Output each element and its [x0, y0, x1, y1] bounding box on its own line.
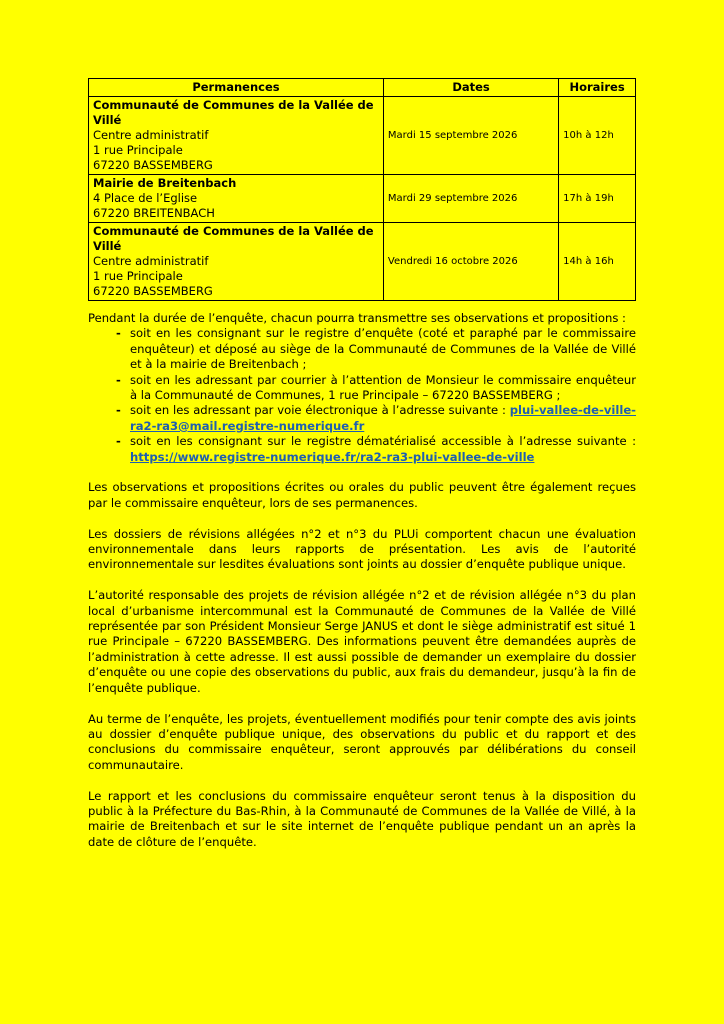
- paragraph: Au terme de l’enquête, les projets, éventuellement modifiés pour tenir compte des avis joints au dossier d’enquête publique unique, des observations du public et du rapport et des conclusions du commissaire enquêteur, seront approuvés par délibérations du conseil communautaire.: [88, 711, 636, 772]
- address-line: 4 Place de l’Eglise: [93, 191, 198, 205]
- submission-methods-list: [88, 326, 636, 465]
- paragraph: L’autorité responsable des projets de révision allégée n°2 et de révision allégée n°3 du plan local d’urbanisme intercommunal est la Communauté de Communes de la Vallée de Villé représentée par son Président Monsieur Serge JANUS et dont le siège administratif est situé 1 rue Principale – 67220 BASSEMBERG. Des informations peuvent être demandées auprès de l’administration à cette adresse. Il est aussi possible de demander un exemplaire du dossier d’enquête ou une copie des observations du public, aux frais du demandeur, jusqu’à la fin de l’enquête publique.: [88, 588, 636, 695]
- permanence-hours: 14h à 16h: [559, 223, 636, 301]
- intro-paragraph: Pendant la durée de l’enquête, chacun pourra transmettre ses observations et propositions :: [88, 311, 626, 325]
- list-item: [116, 434, 636, 465]
- registry-link[interactable]: https://www.registre-numerique.fr/ra2-ra3-plui-vallee-de-ville: [130, 449, 535, 464]
- address-line: 67220 BASSEMBERG: [93, 158, 213, 172]
- dash-bullet: -: [116, 372, 121, 387]
- list-item: [116, 403, 636, 434]
- paragraph: Les observations et propositions écrites ou orales du public peuvent être également reçues par le commissaire enquêteur, lors de ses permanences.: [88, 480, 636, 510]
- dash-bullet: -: [116, 403, 121, 418]
- address-line: 67220 BASSEMBERG: [93, 284, 213, 298]
- method-text: soit en les consignant sur le registre dématérialisé accessible à l’adresse suivante :: [130, 434, 636, 449]
- header-dates: Dates: [383, 79, 558, 97]
- permanence-hours: 17h à 19h: [559, 175, 636, 223]
- permanence-location: [89, 175, 384, 223]
- list-item: [116, 373, 636, 404]
- paragraph: Le rapport et les conclusions du commissaire enquêteur seront tenus à la disposition du public à la Préfecture du Bas-Rhin, à la Communauté de Communes de la Vallée de Villé, à la mairie de Breitenbach et sur le site internet de l’enquête publique pendant un an après la date de clôture de l’enquête.: [88, 788, 636, 849]
- email-link[interactable]: plui-vallee-de-ville-ra2-ra3@mail.registre-numerique.fr: [130, 403, 636, 433]
- address-line: Centre administratif: [93, 128, 209, 142]
- paragraph: Les dossiers de révisions allégées n°2 et n°3 du PLUi comportent chacun une évaluation environnementale dans leurs rapports de présentation. Les avis de l’autorité environnementale sur lesdites évaluations sont joints au dossier d’enquête publique unique.: [88, 526, 636, 572]
- permanence-date: Vendredi 16 octobre 2026: [383, 223, 558, 301]
- address-line: Centre administratif: [93, 254, 209, 268]
- method-text: soit en les adressant par voie électronique à l’adresse suivante :: [130, 403, 506, 418]
- dash-bullet: -: [116, 326, 121, 341]
- table-row: [89, 97, 636, 175]
- address-line: 1 rue Principale: [93, 143, 183, 157]
- permanence-hours: 10h à 12h: [559, 97, 636, 175]
- permanence-location: [89, 97, 384, 175]
- document-page: [88, 78, 636, 866]
- table-row: [89, 223, 636, 301]
- permanences-table: [88, 78, 636, 301]
- method-text: soit en les consignant sur le registre d’enquête (coté et paraphé par le commissaire enquêteur) et déposé au siège de la Communauté de Communes de la Vallée de Villé et à la mairie de Breitenbach ;: [130, 326, 636, 372]
- permanence-date: Mardi 29 septembre 2026: [383, 175, 558, 223]
- permanence-location: [89, 223, 384, 301]
- address-line: 67220 BREITENBACH: [93, 206, 215, 220]
- location-name: Communauté de Communes de la Vallée de Villé: [93, 98, 374, 127]
- location-name: Communauté de Communes de la Vallée de Villé: [93, 224, 374, 253]
- method-text: soit en les adressant par courrier à l’attention de Monsieur le commissaire enquêteur à la Communauté de Communes, 1 rue Principale – 67220 BASSEMBERG ;: [130, 372, 636, 403]
- address-line: 1 rue Principale: [93, 269, 183, 283]
- header-horaires: Horaires: [559, 79, 636, 97]
- dash-bullet: -: [116, 434, 121, 449]
- body-text: [88, 311, 636, 850]
- permanence-date: Mardi 15 septembre 2026: [383, 97, 558, 175]
- header-permanences: Permanences: [89, 79, 384, 97]
- location-name: Mairie de Breitenbach: [93, 176, 237, 190]
- list-item: [116, 326, 636, 372]
- table-row: [89, 175, 636, 223]
- table-header-row: [89, 79, 636, 97]
